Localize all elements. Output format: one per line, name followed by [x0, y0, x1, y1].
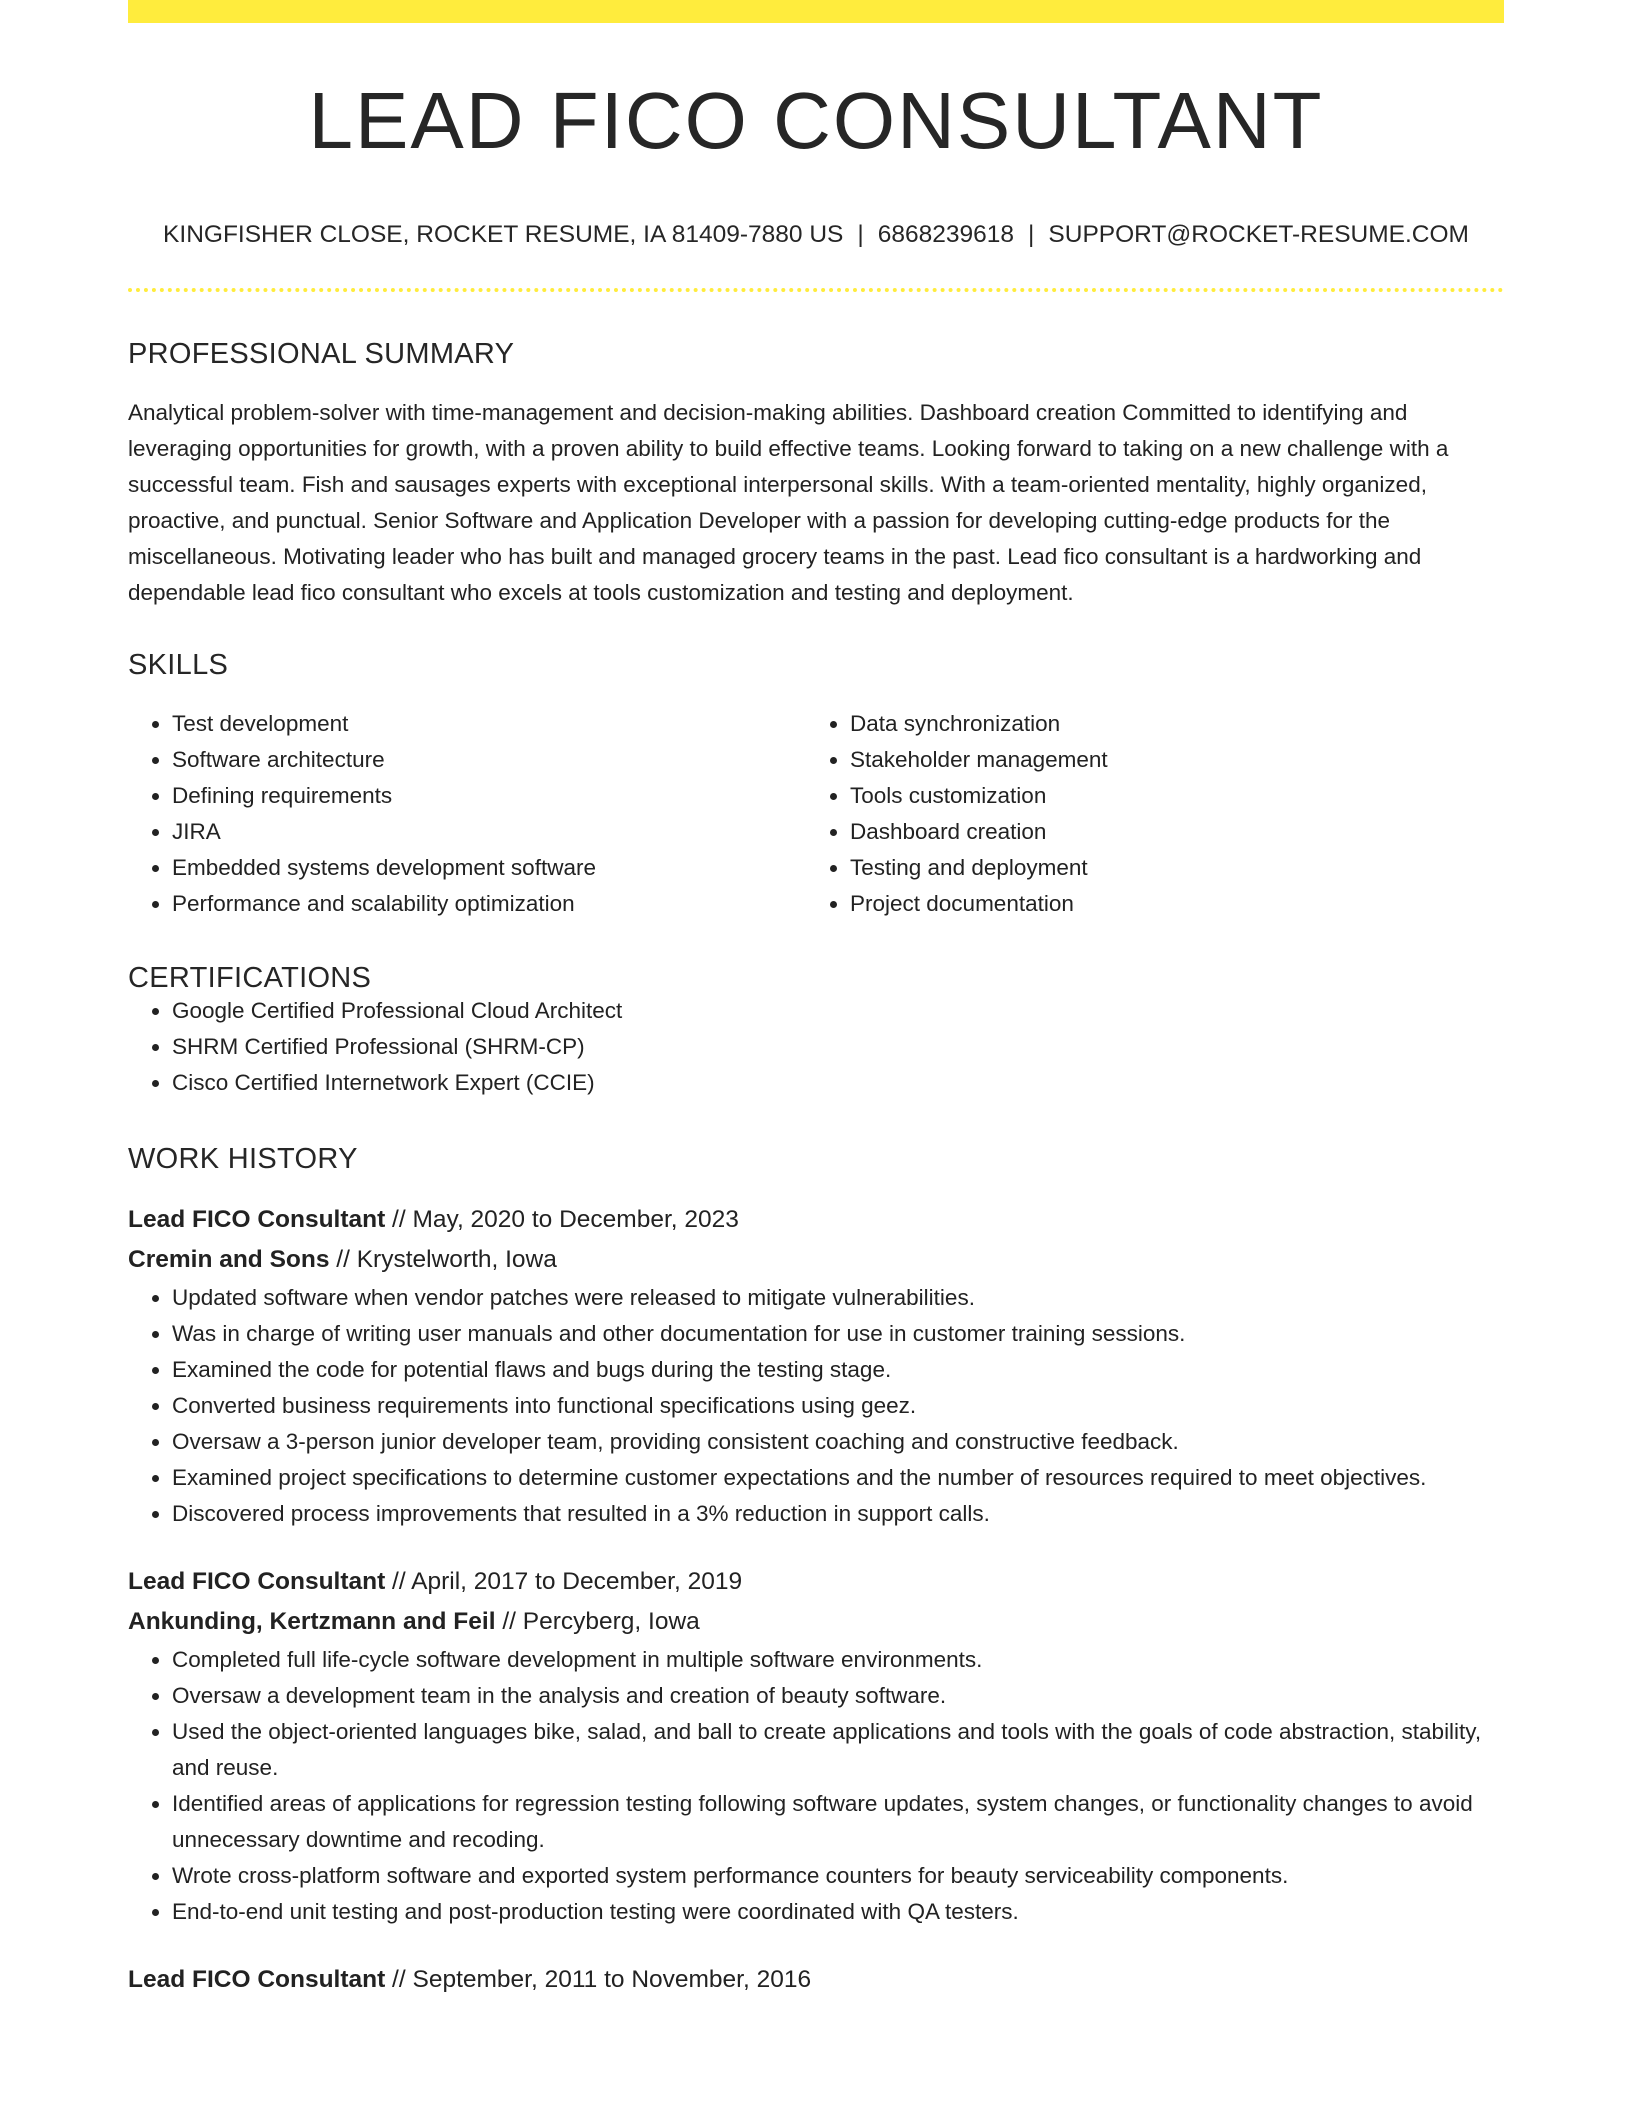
skill-item: • Embedded systems development software	[172, 850, 806, 886]
skill-item: • Performance and scalability optimization	[172, 886, 806, 922]
skill-item: • Test development	[172, 706, 806, 742]
job-bullet: • Converted business requirements into functional specifications using geez.	[172, 1388, 1504, 1424]
section-title-certifications: CERTIFICATIONS	[128, 961, 372, 994]
skill-item: • Project documentation	[850, 886, 1484, 922]
job-dates: // May, 2020 to December, 2023	[385, 1205, 739, 1233]
contact-separator: |	[857, 221, 864, 248]
job-company-line	[128, 1240, 1504, 1280]
job-title-line	[128, 1562, 1504, 1602]
job-company: Ankunding, Kertzmann and Feil	[128, 1607, 496, 1635]
skill-item: • Dashboard creation	[850, 814, 1484, 850]
job-role: Lead FICO Consultant	[128, 1205, 386, 1233]
skill-item: • Stakeholder management	[850, 742, 1484, 778]
skills-column-right	[806, 706, 1484, 922]
contact-separator: |	[1028, 221, 1035, 248]
certification-item: • Google Certified Professional Cloud Architect	[172, 993, 1504, 1029]
certifications-list	[128, 993, 1504, 1101]
skill-item: • Data synchronization	[850, 706, 1484, 742]
job-bullet: • Completed full life-cycle software development in multiple software environments.	[172, 1642, 1504, 1678]
job-role: Lead FICO Consultant	[128, 1965, 386, 1993]
job-title-line	[128, 1960, 1504, 2000]
resume-page	[128, 0, 1504, 2000]
job-title-line	[128, 1200, 1504, 1240]
skill-item: • Software architecture	[172, 742, 806, 778]
job-bullet: • Examined project specifications to determine customer expectations and the number of resources required to meet objectives.	[172, 1460, 1504, 1496]
summary-text: Analytical problem-solver with time-management and decision-making abilities. Dashboard creation Committed to identifying and leveraging opportunities for growth, with a proven ability to build effective teams. Looking forward to taking on a new challenge with a successful team. Fish and sausages experts with exceptional interpersonal skills. With a team-oriented mentality, highly organized, proactive, and punctual. Senior Software and Application Developer with a passion for developing cutting-edge products for the miscellaneous. Motivating leader who has built and managed grocery teams in the past. Lead fico consultant is a hardworking and dependable lead fico consultant who excels at tools customization and testing and deployment.	[128, 399, 1449, 605]
skill-item: • Tools customization	[850, 778, 1484, 814]
job-bullets	[128, 1642, 1504, 1930]
job-dates: // April, 2017 to December, 2019	[385, 1567, 743, 1595]
job-entry	[128, 1562, 1504, 1930]
job-bullet: • Oversaw a 3-person junior developer team, providing consistent coaching and constructive feedback.	[172, 1424, 1504, 1460]
skills-grid	[128, 706, 1504, 922]
contact-address: KINGFISHER CLOSE, ROCKET RESUME, IA 81409-7880 US	[163, 221, 844, 248]
job-bullet: • Used the object-oriented languages bike, salad, and ball to create applications and tools with the goals of code abstraction, stability, and reuse.	[172, 1714, 1504, 1786]
job-bullet: • Discovered process improvements that resulted in a 3% reduction in support calls.	[172, 1496, 1504, 1532]
skill-item: • JIRA	[172, 814, 806, 850]
resume-name: LEAD FICO CONSULTANT	[308, 76, 1324, 165]
job-bullets	[128, 1280, 1504, 1532]
job-company-line	[128, 1602, 1504, 1642]
certification-item: • SHRM Certified Professional (SHRM-CP)	[172, 1029, 1504, 1065]
job-bullet: • Examined the code for potential flaws and bugs during the testing stage.	[172, 1352, 1504, 1388]
job-bullet: • Wrote cross-platform software and exported system performance counters for beauty serviceability components.	[172, 1858, 1504, 1894]
job-bullet: • Identified areas of applications for regression testing following software updates, system changes, or functionality changes to avoid unnecessary downtime and recoding.	[172, 1786, 1504, 1858]
contact-line	[128, 223, 1504, 248]
skill-item: • Defining requirements	[172, 778, 806, 814]
job-location: // Percyberg, Iowa	[495, 1607, 700, 1635]
section-title-skills: SKILLS	[128, 648, 229, 681]
skills-column-left	[128, 706, 806, 922]
job-dates: // September, 2011 to November, 2016	[385, 1965, 812, 1993]
job-entry	[128, 1960, 1504, 2000]
dotted-divider	[128, 288, 1504, 292]
job-bullet: • Updated software when vendor patches were released to mitigate vulnerabilities.	[172, 1280, 1504, 1316]
job-company: Cremin and Sons	[128, 1245, 330, 1273]
job-bullet: • Was in charge of writing user manuals and other documentation for use in customer training sessions.	[172, 1316, 1504, 1352]
job-role: Lead FICO Consultant	[128, 1567, 386, 1595]
job-entry	[128, 1200, 1504, 1532]
section-title-work-history: WORK HISTORY	[128, 1142, 358, 1175]
contact-phone: 6868239618	[877, 221, 1015, 248]
job-location: // Krystelworth, Iowa	[329, 1245, 557, 1273]
job-bullet: • Oversaw a development team in the analysis and creation of beauty software.	[172, 1678, 1504, 1714]
section-title-summary: PROFESSIONAL SUMMARY	[128, 337, 515, 370]
contact-email: SUPPORT@ROCKET-RESUME.COM	[1048, 221, 1469, 248]
skill-item: • Testing and deployment	[850, 850, 1484, 886]
job-bullet: • End-to-end unit testing and post-production testing were coordinated with QA testers.	[172, 1894, 1504, 1930]
accent-top-bar	[128, 0, 1504, 23]
certification-item: • Cisco Certified Internetwork Expert (CCIE)	[172, 1065, 1504, 1101]
